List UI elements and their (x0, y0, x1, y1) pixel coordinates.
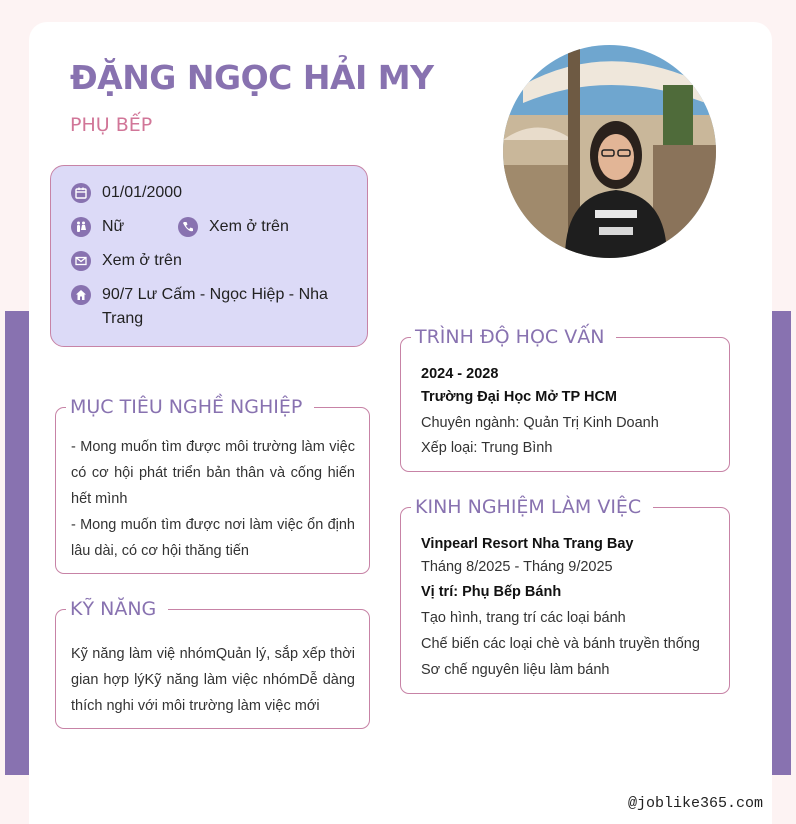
experience-period: Tháng 8/2025 - Tháng 9/2025 (421, 559, 613, 575)
gender-value: Nữ (102, 218, 125, 235)
objective-text (71, 434, 355, 564)
contact-birthday (71, 181, 182, 205)
contact-gender (71, 215, 124, 239)
profile-photo (503, 45, 716, 258)
email-value: Xem ở trên (102, 252, 182, 269)
skills-title: KỸ NĂNG (66, 596, 168, 622)
birthday-value: 01/01/2000 (102, 184, 183, 201)
objective-title: MỤC TIÊU NGHỀ NGHIỆP (66, 394, 314, 420)
experience-position: Vị trí: Phụ Bếp Bánh (421, 584, 562, 600)
phone-value: Xem ở trên (209, 218, 289, 235)
objective-line-1: - Mong muốn tìm được môi trường làm việc có cơ hội phát triển bản thân và cống hiến hết mình (71, 439, 355, 507)
education-major: Chuyên ngành: Quản Trị Kinh Doanh (421, 415, 659, 431)
contact-phone (178, 215, 289, 239)
experience-task-2: Chế biến các loại chè và bánh truyền thống (421, 636, 700, 652)
home-icon (71, 285, 91, 305)
objective-line-2: - Mong muốn tìm được nơi làm việc ổn định lâu dài, có cơ hội thăng tiến (71, 517, 355, 559)
address-line-1: 90/7 Lư Cấm - Ngọc Hiệp - Nha (102, 286, 328, 303)
mail-icon (71, 251, 91, 271)
education-school: Trường Đại Học Mở TP HCM (421, 389, 617, 405)
experience-section (400, 496, 730, 694)
phone-icon (178, 217, 198, 237)
skills-text: Kỹ năng làm việ nhómQuản lý, sắp xếp thời gian hợp lýKỹ năng làm việc nhómDễ dàng thích nghi với môi trường làm việc mới (71, 646, 355, 714)
education-section (400, 326, 730, 472)
skills-section (55, 598, 370, 729)
objective-section (55, 396, 370, 574)
contact-address (71, 283, 351, 331)
candidate-name: ĐẶNG NGỌC HẢI MY (70, 58, 434, 97)
experience-title: KINH NGHIỆM LÀM VIỆC (411, 494, 653, 520)
education-period: 2024 - 2028 (421, 366, 499, 382)
experience-task-1: Tạo hình, trang trí các loại bánh (421, 610, 626, 626)
address-value (102, 283, 328, 331)
contact-email (71, 249, 182, 273)
calendar-icon (71, 183, 91, 203)
experience-company: Vinpearl Resort Nha Trang Bay (421, 536, 634, 552)
contact-panel (50, 165, 368, 347)
job-title: PHỤ BẾP (70, 114, 153, 136)
watermark: @joblike365.com (628, 795, 764, 812)
address-line-2: Trang (102, 310, 144, 327)
education-grade: Xếp loại: Trung Bình (421, 440, 553, 456)
avatar (503, 45, 716, 258)
education-title: TRÌNH ĐỘ HỌC VẤN (411, 324, 616, 350)
experience-task-3: Sơ chế nguyên liệu làm bánh (421, 662, 610, 678)
gender-icon (71, 217, 91, 237)
